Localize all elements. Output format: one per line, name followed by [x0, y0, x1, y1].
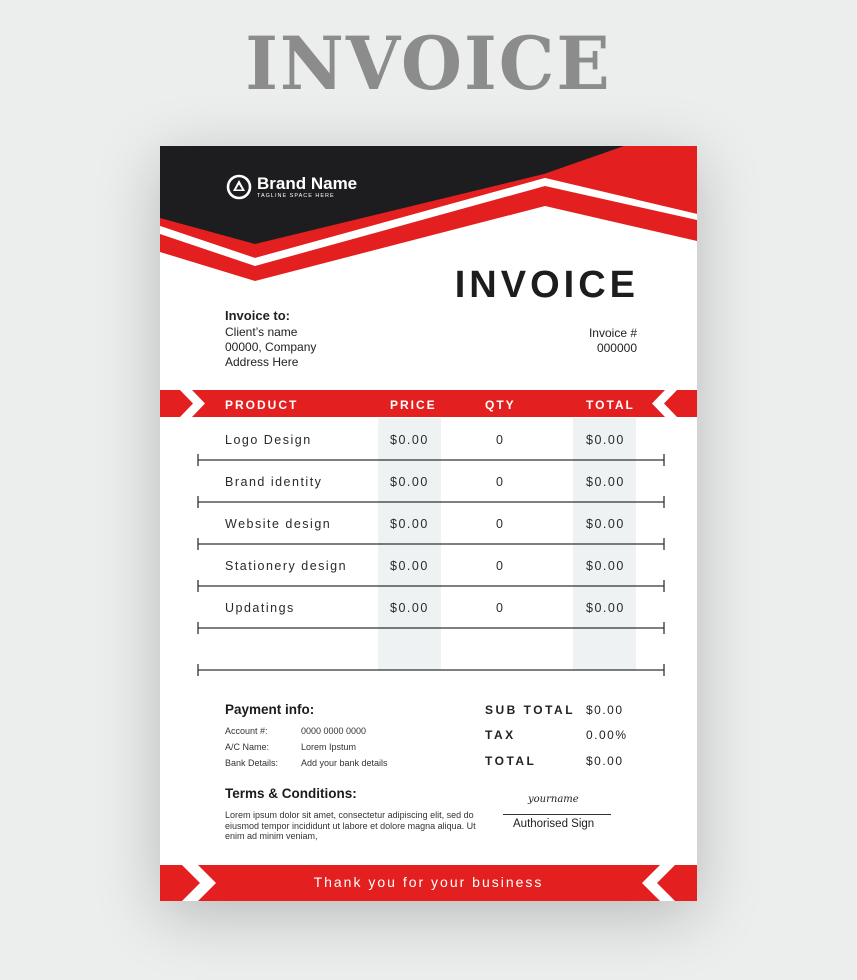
row-product: Logo Design — [225, 433, 312, 447]
row-total: $0.00 — [586, 601, 625, 615]
row-product: Website design — [225, 517, 332, 531]
account-label: Account #: — [225, 726, 268, 736]
table-header — [160, 390, 697, 417]
header-qty: QTY — [485, 398, 516, 412]
payment-bank-row — [225, 758, 388, 768]
row-total: $0.00 — [586, 517, 625, 531]
terms-text: Lorem ipsum dolor sit amet, consectetur adipiscing elit, sed do eiusmod tempor incididunt ut labore et dolore magna aliqua. Ut enim ad minim veniam, — [225, 810, 476, 841]
row-product: Brand identity — [225, 475, 323, 489]
row-qty: 0 — [496, 517, 505, 531]
row-qty: 0 — [496, 601, 505, 615]
client-name: Client’s name — [225, 325, 298, 339]
row-qty: 0 — [496, 475, 505, 489]
row-price: $0.00 — [390, 559, 429, 573]
row-price: $0.00 — [390, 517, 429, 531]
brand-name: Brand Name — [257, 174, 358, 193]
invoice-sheet — [160, 146, 697, 901]
footer-thank-you: Thank you for your business — [313, 874, 544, 890]
total-value: $0.00 — [586, 754, 624, 768]
row-product: Stationery design — [225, 559, 348, 573]
brand-logo-icon — [226, 174, 252, 200]
header-price: PRICE — [390, 398, 437, 412]
subtotal-label: SUB TOTAL — [485, 703, 576, 717]
signature-script: yourname — [528, 794, 579, 805]
header-product: PRODUCT — [225, 398, 299, 412]
row-product: Updatings — [225, 601, 295, 615]
account-name-value: Lorem Ipstum — [301, 742, 357, 752]
payment-account-row — [225, 726, 366, 736]
bank-value: Add your bank details — [301, 758, 388, 768]
row-price: $0.00 — [390, 475, 429, 489]
client-company: 00000, Company — [225, 340, 317, 354]
tax-value: 0.00% — [586, 728, 628, 742]
brand-block — [226, 174, 357, 200]
table-row — [160, 460, 697, 502]
tax-label: TAX — [485, 728, 516, 742]
invoice-number-label: Invoice # — [588, 326, 637, 340]
row-total: $0.00 — [586, 475, 625, 489]
table-row — [160, 586, 697, 628]
subtotal-value: $0.00 — [586, 703, 624, 717]
bill-to-label: Invoice to: — [225, 308, 291, 323]
invoice-number-value: 000000 — [596, 341, 637, 355]
row-price: $0.00 — [390, 433, 429, 447]
total-label: TOTAL — [485, 754, 537, 768]
row-price: $0.00 — [390, 601, 429, 615]
table-row — [160, 418, 697, 460]
bank-label: Bank Details: — [225, 758, 279, 768]
brand-tagline: TAGLINE SPACE HERE — [257, 193, 335, 199]
payment-name-row — [225, 742, 356, 752]
signature-label: Authorised Sign — [513, 818, 595, 830]
document-title: INVOICE — [454, 264, 639, 306]
terms-title: Terms & Conditions: — [225, 786, 357, 801]
header-total: TOTAL — [586, 398, 635, 412]
payment-title: Payment info: — [225, 702, 315, 717]
signature-line — [503, 814, 611, 815]
account-name-label: A/C Name: — [225, 742, 270, 752]
banner-title: INVOICE — [245, 19, 612, 108]
row-qty: 0 — [496, 433, 505, 447]
row-total: $0.00 — [586, 559, 625, 573]
row-qty: 0 — [496, 559, 505, 573]
table-row — [160, 502, 697, 544]
row-divider — [196, 663, 666, 677]
row-total: $0.00 — [586, 433, 625, 447]
table-row — [160, 544, 697, 586]
table-row — [160, 628, 697, 670]
invoice-number-block — [589, 326, 637, 356]
bill-to-block — [225, 308, 316, 370]
account-value: 0000 0000 0000 — [301, 726, 367, 736]
client-address: Address Here — [225, 355, 299, 369]
